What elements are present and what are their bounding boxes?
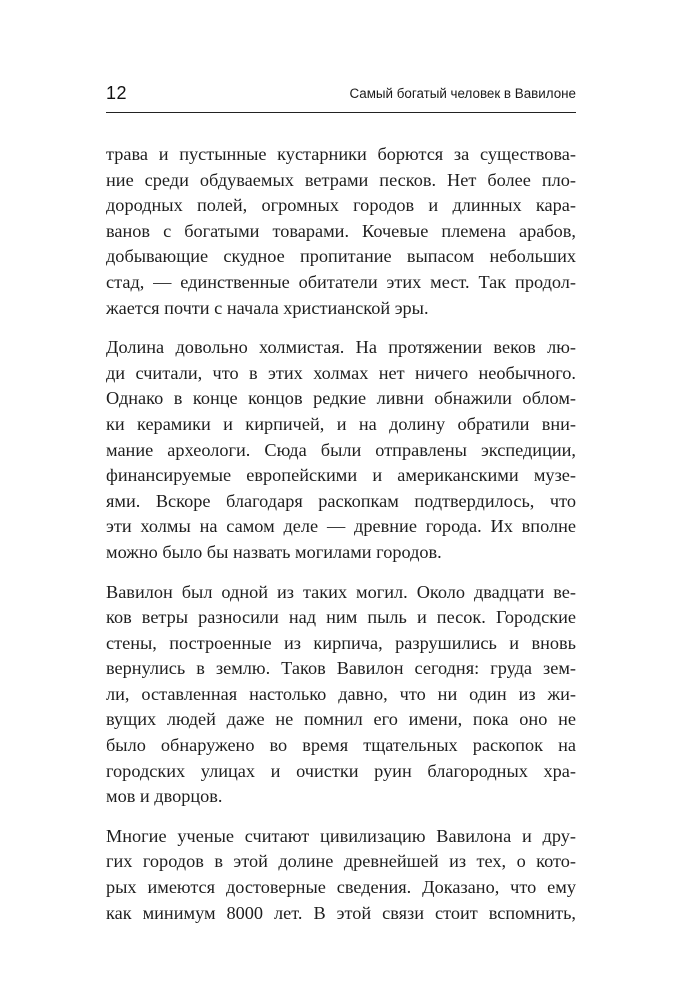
text-line: эти холмы на самом деле — древние города. Их вполне [106,516,576,537]
paragraph [106,824,576,926]
text-line: гих городов в этой долине древнейшей из тех, о кото- [106,851,576,872]
text-line: дородных полей, огромных городов и длинных кара- [106,195,576,216]
text-line: ние среди обдуваемых ветрами песков. Нет более пло- [106,169,576,190]
text-line: вущих людей даже не помнил его имени, пока оно не [106,709,576,730]
text-line: Вавилон был одной из таких могил. Около двадцати ве- [106,581,576,602]
header-rule [106,112,576,113]
text-line: трава и пустынные кустарники борются за существова- [106,144,576,164]
text-line: Долина довольно холмистая. На протяжении веков лю- [106,337,576,358]
text-line: ли, оставленная настолько давно, что ни один из жи- [106,683,576,704]
text-line: жается почти с начала христианской эры. [106,297,429,318]
body-text [106,142,576,940]
running-title: Самый богатый человек в Вавилоне [349,86,576,101]
paragraph [106,335,576,565]
text-line: финансируемые европейскими и американскими музе- [106,465,576,486]
text-line: было обнаружено во время тщательных раскопок на [106,735,576,756]
text-line: городских улицах и очистки руин благородных хра- [106,760,576,781]
text-line: ванов с богатыми товарами. Кочевые племена арабов, [106,220,576,241]
text-line: как минимум 8000 лет. В этой связи стоит вспомнить, [106,902,576,923]
text-line: вернулись в землю. Таков Вавилон сегодня: груда зем- [106,658,576,679]
text-line: ди считали, что в этих холмах нет ничего необычного. [106,362,576,383]
text-line: ями. Вскоре благодаря раскопкам подтвердилось, что [106,490,576,511]
text-line: Однако в конце концов редкие ливни обнажили облом- [106,388,576,409]
text-line: добывающие скудное пропитание выпасом небольших [106,246,576,267]
page-header [106,78,576,112]
text-line: мов и дворцов. [106,786,223,807]
text-line: стад, — единственные обитатели этих мест. Так продол- [106,271,576,292]
text-line: Многие ученые считают цивилизацию Вавилона и дру- [106,825,576,846]
text-line: рых имеются достоверные сведения. Доказано, что ему [106,877,576,898]
text-line: мание археологи. Сюда были отправлены экспедиции, [106,439,576,460]
page-number: 12 [106,83,128,103]
paragraph [106,142,576,321]
text-line: стены, построенные из кирпича, разрушились и вновь [106,632,576,653]
text-line: ков ветры разносили над ним пыль и песок. Городские [106,607,576,628]
paragraph [106,580,576,810]
text-line: ки керамики и кирпичей, и на долину обратили вни- [106,413,576,434]
text-line: можно было бы назвать могилами городов. [106,541,442,562]
